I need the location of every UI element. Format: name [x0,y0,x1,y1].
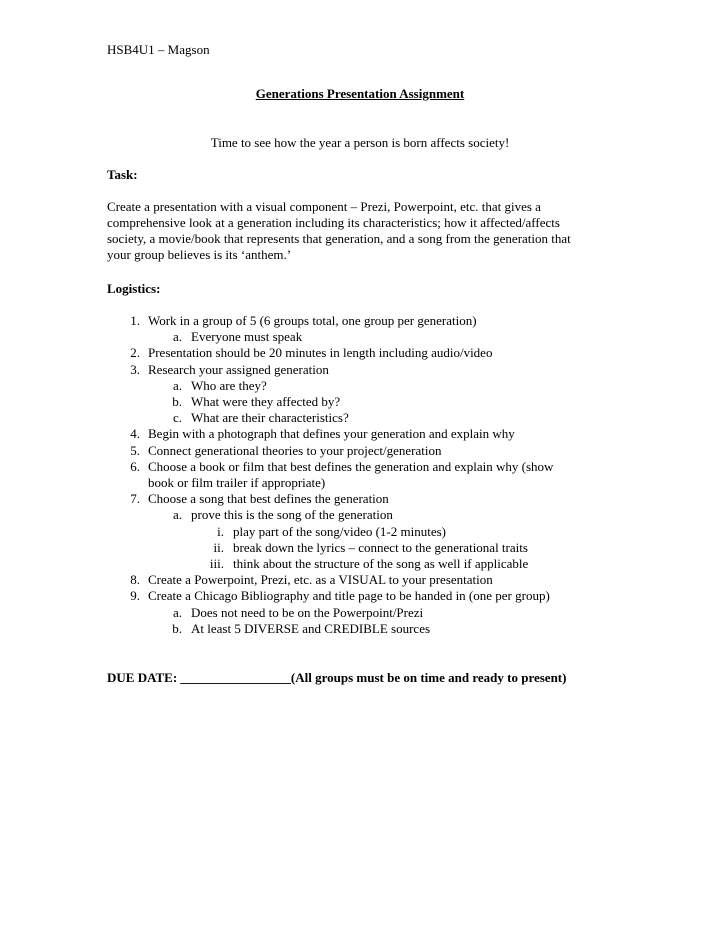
task-line: Create a presentation with a visual component – Prezi, Powerpoint, etc. that gives a [107,199,541,214]
list-item [0,394,720,410]
list-item [0,426,720,442]
task-paragraph [107,199,627,263]
list-item [0,475,720,491]
assignment-title: Generations Presentation Assignment [255,86,465,101]
list-marker: a. [172,329,182,345]
course-header: HSB4U1 – Magson [107,42,210,57]
list-item-text: Create a Powerpoint, Prezi, etc. as a VISUAL to your presentation [148,572,493,588]
list-marker: a. [172,507,182,523]
list-item [0,540,720,556]
list-item [0,459,720,475]
list-item-text: At least 5 DIVERSE and CREDIBLE sources [191,620,431,636]
list-item [0,572,720,588]
list-item-text: Who are they? [191,377,267,393]
list-marker: 8. [130,572,140,588]
list-item [0,378,720,394]
logistics-list [0,313,720,653]
list-marker: 5. [130,442,140,458]
task-line: comprehensive look at a generation including its characteristics; how it affected/affects [107,215,560,230]
list-marker: 6. [130,458,140,474]
list-item-text: Does not need to be on the Powerpoint/Prezi [191,604,424,620]
list-item [0,491,720,507]
list-marker: i. [217,523,224,539]
list-item-text: What were they affected by? [191,394,341,409]
list-item-text: play part of the song/video (1-2 minutes) [233,523,447,539]
list-item-text: Choose a song that best defines the generation [148,491,389,507]
list-item [0,605,720,621]
list-item [0,588,720,604]
list-marker: a. [172,604,182,620]
list-item [0,556,720,572]
list-item-text: think about the structure of the song as well if applicable [233,556,529,571]
list-marker: iii. [209,556,224,571]
list-item-text: Connect generational theories to your project/generation [148,442,442,458]
list-item-text: Presentation should be 20 minutes in length including audio/video [148,345,493,361]
list-marker: 7. [130,491,140,507]
list-marker: c. [172,410,182,426]
list-item-text: Create a Chicago Bibliography and title page to be handed in (one per group) [148,588,550,604]
list-marker: 1. [130,313,140,328]
list-marker: b. [172,620,182,636]
list-item-text: Work in a group of 5 (6 groups total, one group per generation) [148,313,477,328]
list-marker: 3. [130,361,140,377]
task-line: your group believes is its ‘anthem.’ [107,247,292,262]
list-item-text: Choose a book or film that best defines the generation and explain why (show [148,458,554,474]
list-item [0,313,720,329]
list-marker: b. [172,394,182,409]
list-item-text: Begin with a photograph that defines your generation and explain why [148,426,515,442]
list-item [0,507,720,523]
list-item-text: prove this is the song of the generation [191,507,393,523]
list-item-text: What are their characteristics? [191,410,349,426]
list-item [0,443,720,459]
list-marker: a. [172,377,182,393]
task-line: society, a movie/book that represents that generation, and a song from the generation that [107,231,571,246]
list-item-text: Everyone must speak [191,329,303,345]
task-heading: Task: [107,167,138,182]
assignment-subtitle: Time to see how the year a person is born affects society! [210,135,510,150]
list-item-text: book or film trailer if appropriate) [148,475,326,490]
list-item [0,362,720,378]
list-marker: 4. [130,426,140,442]
list-item [0,345,720,361]
list-marker: 9. [130,588,140,604]
list-item [0,621,720,637]
list-item-text: Research your assigned generation [148,361,329,377]
list-item-text: break down the lyrics – connect to the generational traits [233,539,528,555]
logistics-heading: Logistics: [107,281,161,296]
list-marker: 2. [130,345,140,361]
list-item [0,524,720,540]
due-date-line: DUE DATE: _________________(All groups must be on time and ready to present) [107,670,567,685]
list-item [0,410,720,426]
list-item [0,329,720,345]
list-marker: ii. [213,539,224,555]
